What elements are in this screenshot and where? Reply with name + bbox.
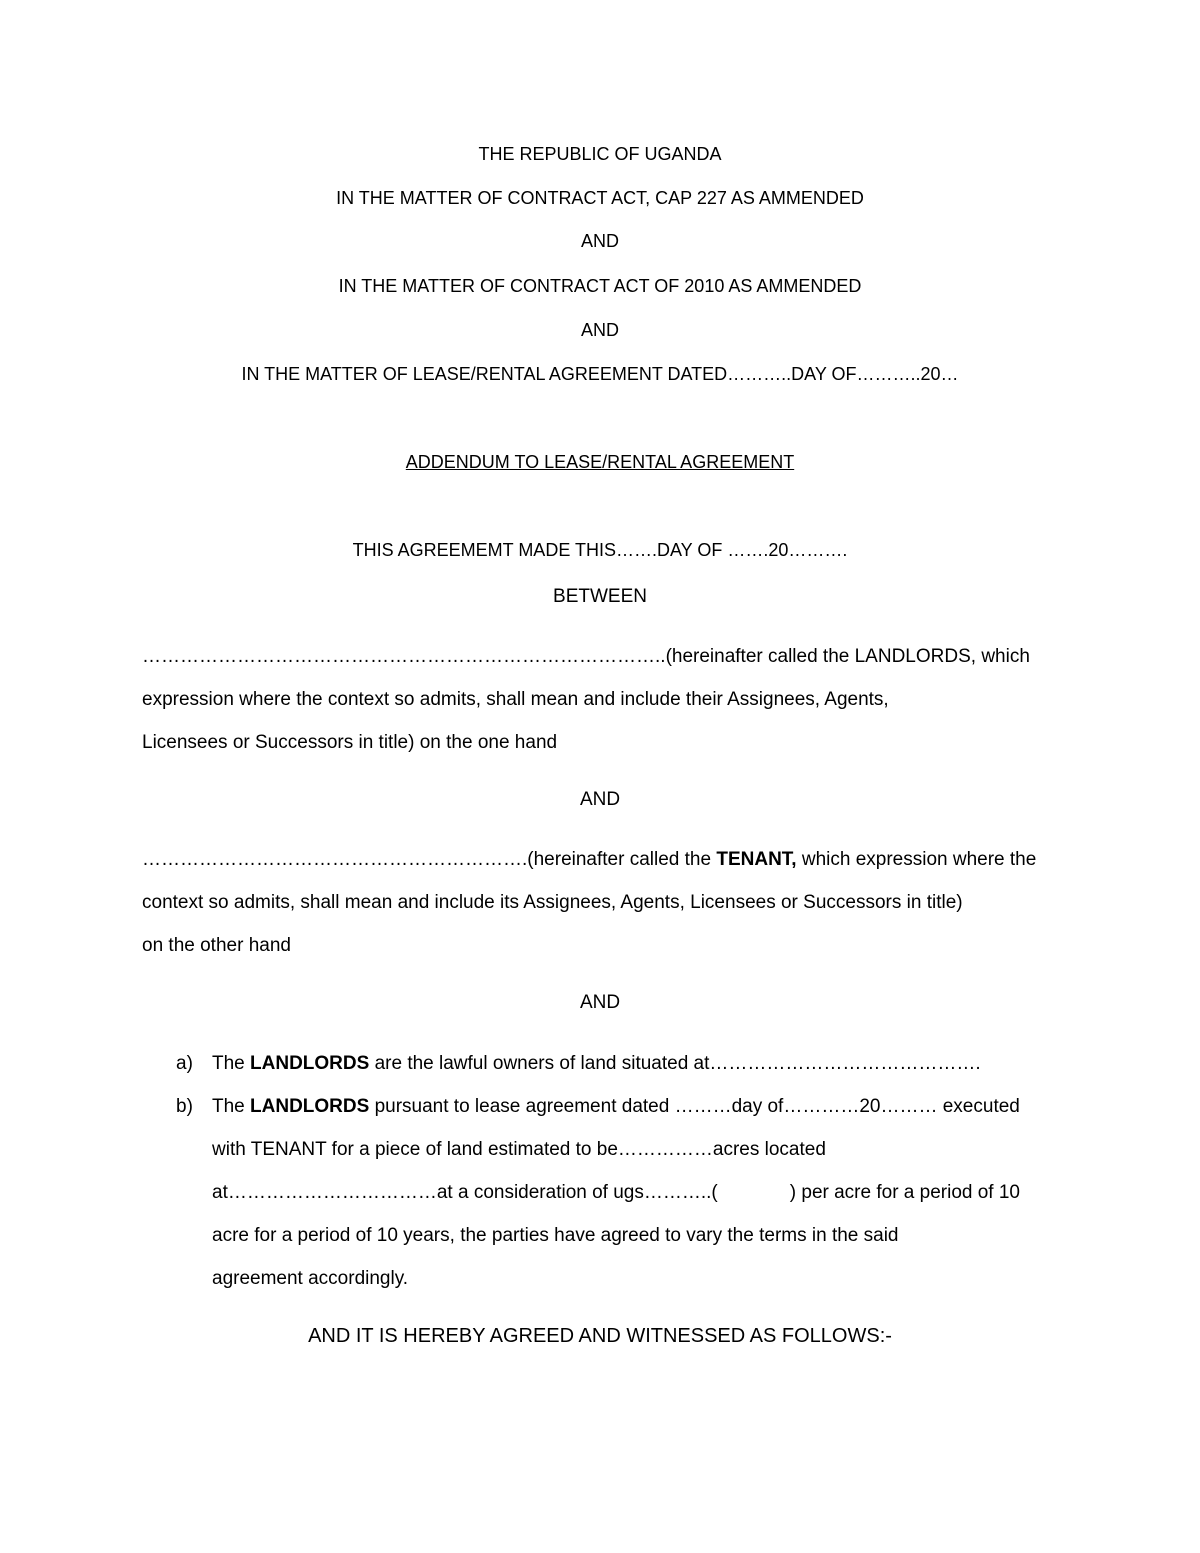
list-item-b-text: The LANDLORDS pursuant to lease agreement dated ………day of…………20……… executed with TENANT for a piece of land estimated to be……………acres located at……………………………at a consideration of ugs………..( ) per acre for a period of 10 acre for a period of 10 years, the parties have agreed to vary the terms in the said agreement accordingly. [212,1096,1021,1289]
and-separator-2: AND [579,992,621,1013]
list-item-a-text: The LANDLORDS are the lawful owners of land situated at……………………………………. [212,1053,981,1074]
landlords-line-3: Licensees or Successors in title) on the one hand [142,732,558,753]
document-title: ADDENDUM TO LEASE/RENTAL AGREEMENT [405,452,795,472]
landlords-line-1: ………………………………………………………………………..(hereinafter called the LANDLORDS, which [142,646,1030,667]
tenant-term: TENANT, [716,849,797,870]
tenant-line-3: on the other hand [142,935,291,956]
lease-agreement-heading: IN THE MATTER OF LEASE/RENTAL AGREEMENT DATED………..DAY OF………..20… [241,364,959,384]
tenant-line-2: context so admits, shall mean and include its Assignees, Agents, Licensees or Successors in title) [142,892,963,913]
and-heading-2: AND [580,320,619,340]
list-marker-b: b) [176,1096,193,1117]
landlords-paragraph [142,635,1072,764]
between-heading: BETWEEN [553,586,647,607]
landlords-term: LANDLORDS [250,1053,370,1074]
agreement-made-line: THIS AGREEMEMT MADE THIS…….DAY OF …….20………. [352,540,848,560]
landlord-name-blank: ……………………………………………………………………….. [142,646,666,667]
landlords-line-2: expression where the context so admits, shall mean and include their Assignees, Agents, [142,689,889,710]
republic-heading: THE REPUBLIC OF UGANDA [478,144,722,164]
tenant-paragraph [142,838,1072,967]
contract-act-2010-heading: IN THE MATTER OF CONTRACT ACT OF 2010 AS AMMENDED [338,276,862,296]
and-separator-1: AND [579,789,621,810]
and-heading-1: AND [580,231,619,251]
closing-heading: AND IT IS HEREBY AGREED AND WITNESSED AS FOLLOWS:- [308,1325,892,1347]
tenant-name-blank: ……………………………………………………. [142,849,528,870]
landlords-term: LANDLORDS [250,1096,370,1117]
list-marker-a: a) [176,1053,193,1074]
tenant-line-1: …………………………………………………….(hereinafter called the TENANT, which expression where the [142,849,1037,870]
contract-act-cap-heading: IN THE MATTER OF CONTRACT ACT, CAP 227 AS AMMENDED [336,188,864,208]
